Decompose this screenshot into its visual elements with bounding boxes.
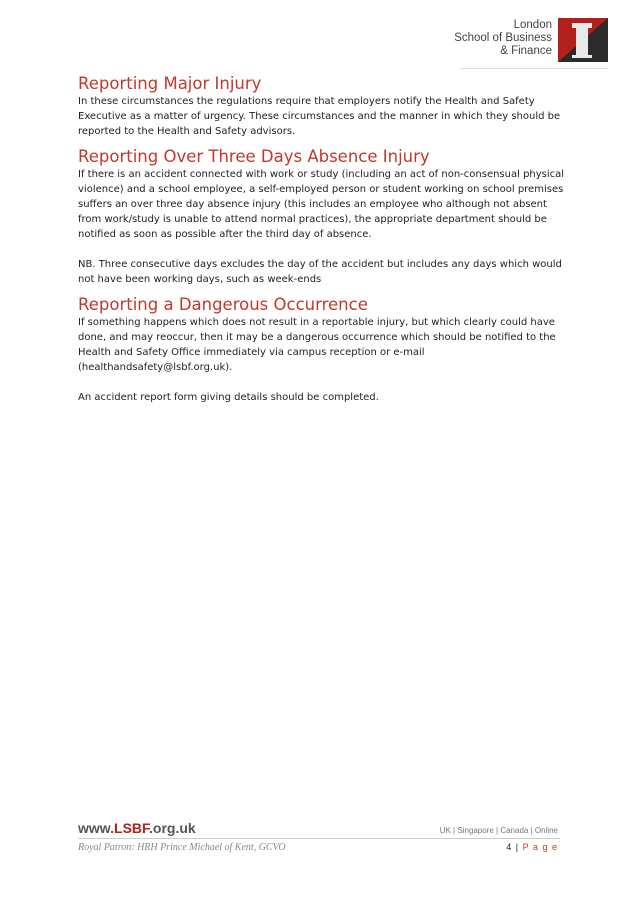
footer-countries: UK | Singapore | Canada | Online (439, 826, 558, 835)
page-number (506, 842, 558, 852)
section-heading: Reporting Over Three Days Absence Injury (78, 147, 430, 166)
section-three-days-absence (78, 147, 568, 287)
page-number-value: 4 (506, 842, 513, 852)
footer-website (78, 820, 196, 836)
footer-url-prefix: www. (78, 820, 115, 836)
page-label: P a g e (522, 842, 558, 852)
footer-royal-patron: Royal Patron: HRH Prince Michael of Kent, GCVO (78, 842, 286, 853)
section-paragraph: NB. Three consecutive days excludes the day of the accident but includes any days which would not have been working days, such as week-ends (78, 259, 562, 285)
footer-url-suffix: .org.uk (149, 820, 196, 836)
logo-line-3: & Finance (500, 45, 552, 57)
section-paragraph: An accident report form giving details should be completed. (78, 392, 379, 403)
section-heading: Reporting Major Injury (78, 74, 262, 93)
section-paragraph: If there is an accident connected with work or study (including an act of non-consensual physical violence) and a school employee, a self-employed person or student working on school premises suffers an over three day absence injury (this includes an employee who although not absent from work/study is unable to attend normal practices), the appropriate department should be notified as soon as possible after the third day of absence. (78, 169, 565, 240)
section-paragraph: In these circumstances the regulations require that employers notify the Health and Safety Executive as a matter of urgency. These circumstances and the manner in which they should be reported to the Health and Safety advisors. (78, 96, 561, 137)
column-emblem-icon (558, 18, 608, 62)
section-paragraph: If something happens which does not result in a reportable injury, but which clearly could have done, and may reoccur, then it may be a dangerous occurrence which should be notified to the Health and Safety Office immediately via campus reception or e-mail (healthandsafety@lsbf.org.uk). (78, 317, 556, 373)
logo-line-1: London (513, 19, 552, 31)
document-body (78, 74, 568, 413)
page-number-separator: | (512, 842, 523, 852)
logo-wordmark (454, 18, 552, 58)
header-divider (460, 68, 608, 69)
lsbf-logo (454, 18, 608, 62)
section-major-injury (78, 74, 568, 139)
logo-line-2: School of Business (454, 32, 552, 44)
footer-divider (78, 838, 560, 839)
footer-url-brand: LSBF (114, 820, 150, 836)
section-dangerous-occurrence (78, 295, 568, 405)
section-heading: Reporting a Dangerous Occurrence (78, 295, 368, 314)
